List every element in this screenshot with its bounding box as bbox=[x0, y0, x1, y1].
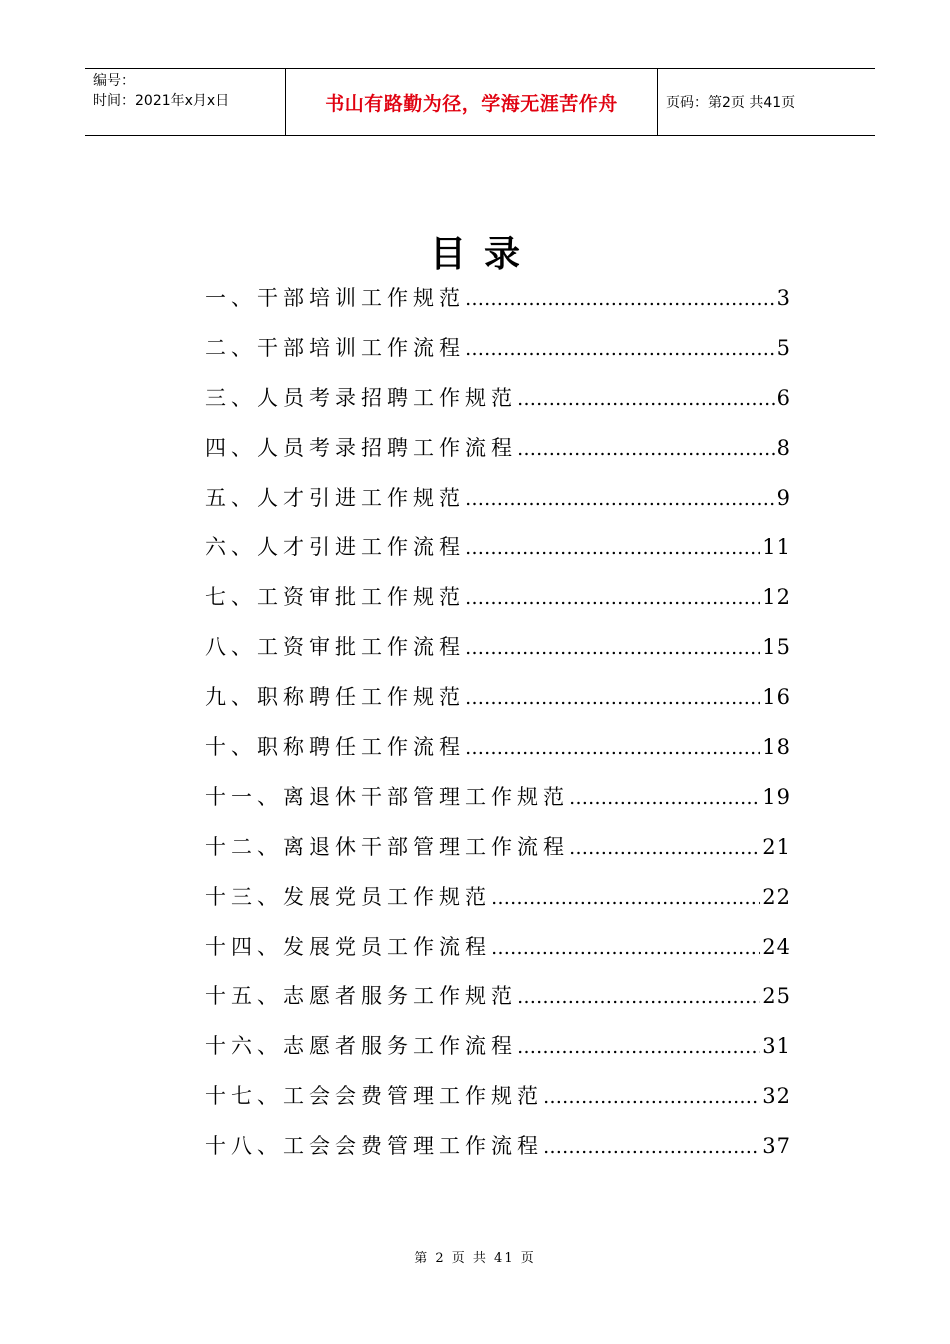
toc-entry[interactable] bbox=[205, 282, 791, 332]
toc-entry-title: 四、人员考录招聘工作流程 bbox=[205, 435, 517, 460]
toc-leader-dots bbox=[465, 537, 760, 559]
toc-entry[interactable] bbox=[205, 631, 791, 681]
toc-entry[interactable] bbox=[205, 482, 791, 532]
document-number-label: 编号： bbox=[93, 73, 135, 89]
toc-entry[interactable] bbox=[205, 581, 791, 631]
toc-entry-page: 25 bbox=[762, 984, 791, 1009]
toc-entry[interactable] bbox=[205, 931, 791, 981]
toc-leader-dots bbox=[569, 787, 760, 809]
toc-entry-page: 15 bbox=[762, 635, 791, 660]
toc-entry-title: 十一、离退休干部管理工作规范 bbox=[205, 784, 569, 809]
toc-entry-title: 八、工资审批工作流程 bbox=[205, 635, 465, 660]
table-of-contents bbox=[205, 282, 791, 1180]
toc-entry-title: 十四、发展党员工作流程 bbox=[205, 934, 491, 959]
toc-leader-dots bbox=[517, 388, 775, 410]
toc-entry[interactable] bbox=[205, 881, 791, 931]
toc-entry[interactable] bbox=[205, 1080, 791, 1130]
toc-leader-dots bbox=[491, 887, 760, 909]
toc-entry[interactable] bbox=[205, 432, 791, 482]
toc-entry[interactable] bbox=[205, 731, 791, 781]
toc-leader-dots bbox=[465, 288, 775, 310]
toc-entry[interactable] bbox=[205, 681, 791, 731]
toc-entry-page: 11 bbox=[762, 535, 791, 560]
toc-entry-page: 22 bbox=[762, 884, 791, 909]
toc-leader-dots bbox=[465, 488, 775, 510]
toc-entry[interactable] bbox=[205, 1030, 791, 1080]
toc-entry-title: 十六、志愿者服务工作流程 bbox=[205, 1034, 517, 1059]
toc-entry-title: 十七、工会会费管理工作规范 bbox=[205, 1084, 543, 1109]
toc-leader-dots bbox=[569, 837, 760, 859]
toc-entry-title: 十三、发展党员工作规范 bbox=[205, 884, 491, 909]
toc-leader-dots bbox=[543, 1136, 760, 1158]
toc-entry-page: 8 bbox=[776, 435, 791, 460]
toc-leader-dots bbox=[465, 338, 775, 360]
toc-entry-title: 十五、志愿者服务工作规范 bbox=[205, 984, 517, 1009]
toc-leader-dots bbox=[465, 587, 760, 609]
document-time-label: 时间：2021年x月x日 bbox=[93, 93, 230, 109]
toc-entry-title: 二、干部培训工作流程 bbox=[205, 335, 465, 360]
header-page-info: 页码：第2页 共41页 bbox=[666, 95, 796, 111]
document-header bbox=[85, 68, 875, 136]
toc-entry[interactable] bbox=[205, 332, 791, 382]
toc-entry[interactable] bbox=[205, 980, 791, 1030]
toc-entry-title: 六、人才引进工作流程 bbox=[205, 535, 465, 560]
toc-leader-dots bbox=[517, 438, 775, 460]
toc-entry-page: 21 bbox=[762, 834, 791, 859]
toc-entry[interactable] bbox=[205, 831, 791, 881]
toc-entry[interactable] bbox=[205, 781, 791, 831]
toc-entry-page: 6 bbox=[776, 385, 791, 410]
toc-entry-title: 九、职称聘任工作规范 bbox=[205, 685, 465, 710]
toc-leader-dots bbox=[465, 737, 760, 759]
toc-entry-page: 31 bbox=[762, 1034, 791, 1059]
toc-entry[interactable] bbox=[205, 1130, 791, 1180]
header-motto: 书山有路勤为径，学海无涯苦作舟 bbox=[286, 69, 658, 135]
toc-leader-dots bbox=[517, 1036, 760, 1058]
toc-entry-title: 一、干部培训工作规范 bbox=[205, 286, 465, 310]
toc-entry-title: 十八、工会会费管理工作流程 bbox=[205, 1134, 543, 1159]
toc-entry-page: 18 bbox=[762, 735, 791, 760]
toc-entry-page: 16 bbox=[762, 685, 791, 710]
toc-leader-dots bbox=[517, 986, 760, 1008]
toc-entry-page: 12 bbox=[762, 585, 791, 610]
toc-entry-title: 十、职称聘任工作流程 bbox=[205, 735, 465, 760]
toc-leader-dots bbox=[465, 637, 760, 659]
toc-entry-title: 三、人员考录招聘工作规范 bbox=[205, 385, 517, 410]
toc-entry-title: 五、人才引进工作规范 bbox=[205, 485, 465, 510]
toc-entry-page: 24 bbox=[762, 934, 791, 959]
toc-entry-page: 3 bbox=[776, 286, 791, 310]
toc-entry-page: 32 bbox=[762, 1084, 791, 1109]
toc-entry[interactable] bbox=[205, 382, 791, 432]
toc-entry-title: 七、工资审批工作规范 bbox=[205, 585, 465, 610]
toc-leader-dots bbox=[543, 1086, 760, 1108]
page-footer: 第 2 页 共 41 页 bbox=[414, 1251, 536, 1266]
toc-entry-page: 5 bbox=[776, 335, 791, 360]
toc-entry-page: 37 bbox=[762, 1134, 791, 1159]
toc-entry-title: 十二、离退休干部管理工作流程 bbox=[205, 834, 569, 859]
toc-entry-page: 19 bbox=[762, 784, 791, 809]
toc-entry[interactable] bbox=[205, 531, 791, 581]
toc-leader-dots bbox=[491, 937, 760, 959]
page-title: 目录 bbox=[429, 233, 538, 275]
toc-leader-dots bbox=[465, 687, 760, 709]
toc-entry-page: 9 bbox=[776, 485, 791, 510]
header-meta bbox=[85, 69, 286, 135]
